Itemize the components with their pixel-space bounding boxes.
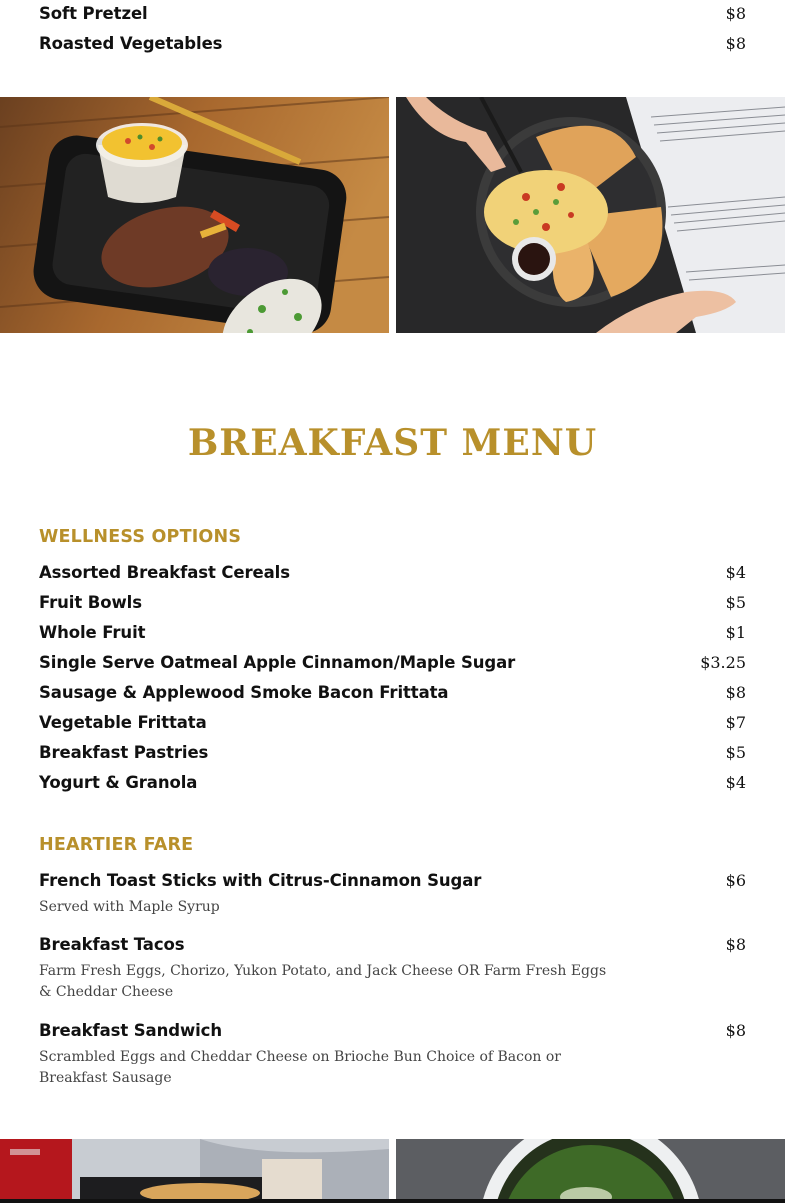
menu-item: [39, 935, 746, 954]
item-price: $1: [725, 623, 746, 642]
item-price: $5: [725, 593, 746, 612]
item-price: $6: [725, 871, 746, 890]
item-price: $4: [725, 563, 746, 582]
menu-item: [39, 683, 746, 702]
menu-item: [39, 713, 746, 732]
matcha-latte-photo: [396, 1139, 785, 1199]
menu-item: [39, 871, 746, 890]
item-price: $8: [725, 683, 746, 702]
item-price: $3.25: [700, 653, 746, 672]
breakfast-menu-title: BREAKFAST MENU: [187, 422, 598, 464]
menu-item: [39, 773, 746, 792]
item-name: French Toast Sticks with Citrus-Cinnamon Sugar: [39, 871, 482, 890]
menu-item: [39, 743, 746, 762]
item-name: Yogurt & Granola: [39, 773, 198, 792]
item-description: Scrambled Eggs and Cheddar Cheese on Brioche Bun Choice of Bacon or Breakfast Sausage: [39, 1049, 561, 1086]
item-name: Whole Fruit: [39, 623, 146, 642]
breakfast-drink-photo: [0, 1139, 389, 1199]
item-price: $8: [725, 935, 746, 954]
menu-item-roasted-vegetables: [39, 34, 746, 53]
heartier-fare-heading: HEARTIER FARE: [39, 835, 194, 855]
menu-item: [39, 623, 746, 642]
menu-item: [39, 653, 746, 672]
item-description: Farm Fresh Eggs, Chorizo, Yukon Potato, and Jack Cheese OR Farm Fresh Eggs & Cheddar Cheese: [39, 963, 607, 1000]
item-name: Fruit Bowls: [39, 593, 142, 612]
menu-item: [39, 1021, 746, 1040]
pita-plate-photo: [396, 97, 785, 333]
item-price: $5: [725, 743, 746, 762]
bottom-edge: [0, 1199, 785, 1203]
menu-item: [39, 593, 746, 612]
item-name: Sausage & Applewood Smoke Bacon Frittata: [39, 683, 449, 702]
item-name: Soft Pretzel: [39, 4, 148, 23]
item-name: Single Serve Oatmeal Apple Cinnamon/Maple Sugar: [39, 653, 516, 672]
item-price: $7: [725, 713, 746, 732]
item-name: Breakfast Pastries: [39, 743, 209, 762]
item-price: $8: [725, 4, 746, 23]
item-name: Breakfast Tacos: [39, 935, 185, 954]
item-price: $8: [725, 34, 746, 53]
steak-meal-photo: [0, 97, 389, 333]
item-price: $8: [725, 1021, 746, 1040]
menu-item-soft-pretzel: [39, 4, 746, 23]
item-name: Breakfast Sandwich: [39, 1021, 222, 1040]
item-price: $4: [725, 773, 746, 792]
menu-item: [39, 563, 746, 582]
item-name: Assorted Breakfast Cereals: [39, 563, 290, 582]
item-name: Roasted Vegetables: [39, 34, 223, 53]
item-name: Vegetable Frittata: [39, 713, 207, 732]
item-description: Served with Maple Syrup: [39, 899, 220, 915]
wellness-options-heading: WELLNESS OPTIONS: [39, 527, 242, 547]
